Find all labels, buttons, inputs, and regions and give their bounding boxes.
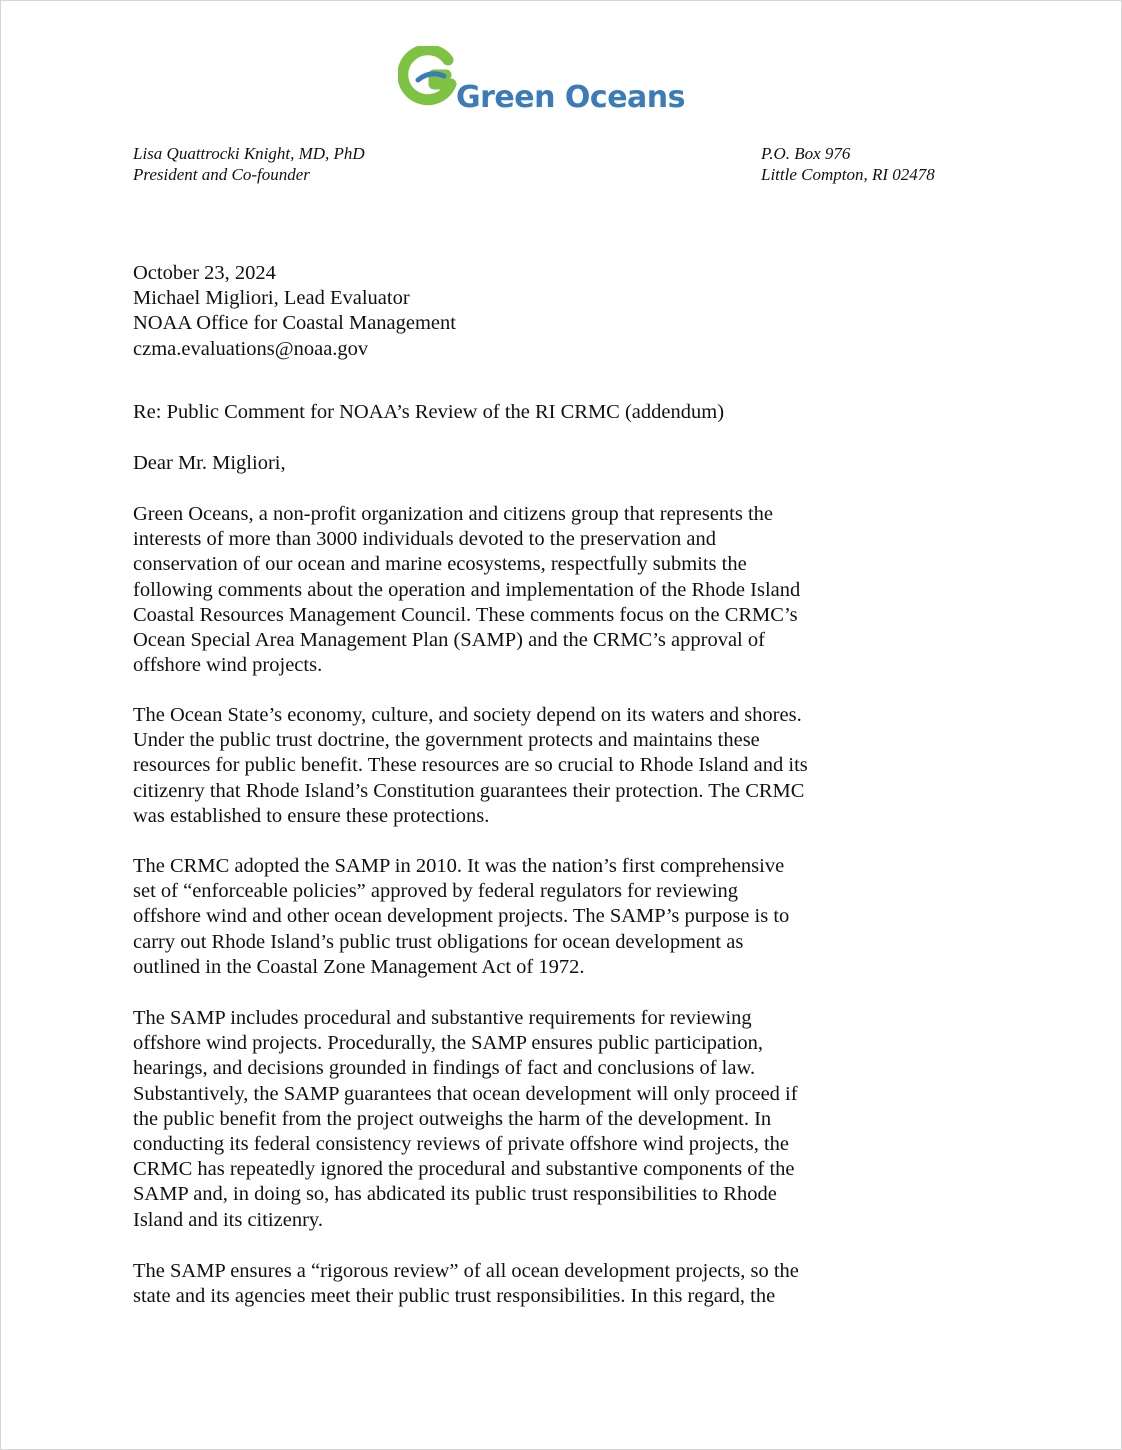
recipient-block	[133, 261, 873, 362]
address-block	[761, 143, 935, 185]
paragraph-line: citizenry that Rhode Island’s Constitution guarantees their protection. The CRMC	[133, 779, 805, 802]
sender-title: President and Co-founder	[133, 165, 310, 184]
paragraph-line: following comments about the operation and implementation of the Rhode Island	[133, 578, 801, 601]
paragraph-line: offshore wind projects. Procedurally, the SAMP ensures public participation,	[133, 1032, 764, 1055]
paragraph-line: outlined in the Coastal Zone Management Act of 1972.	[133, 955, 585, 978]
logo-g-mark-icon	[398, 46, 458, 108]
paragraph-line: The SAMP includes procedural and substantive requirements for reviewing	[133, 1007, 752, 1029]
subject-text: Re: Public Comment for NOAA’s Review of the RI CRMC (addendum)	[133, 401, 725, 423]
paragraph-line: Substantively, the SAMP guarantees that ocean development will only proceed if	[133, 1082, 798, 1105]
body-paragraph	[133, 703, 873, 829]
recipient-name: Michael Migliori, Lead Evaluator	[133, 287, 410, 310]
org-name: Green Oceans	[456, 80, 686, 115]
paragraph-line: SAMP and, in doing so, has abdicated its public trust responsibilities to Rhode	[133, 1183, 777, 1206]
paragraph-line: state and its agencies meet their public trust responsibilities. In this regard, the	[133, 1285, 776, 1308]
sender-block	[133, 143, 365, 185]
paragraph-line: offshore wind and other ocean development projects. The SAMP’s purpose is to	[133, 905, 790, 928]
paragraph-line: The Ocean State’s economy, culture, and society depend on its waters and shores.	[133, 704, 802, 726]
body-paragraph	[133, 1259, 873, 1309]
paragraph-line: Island and its citizenry.	[133, 1208, 323, 1231]
recipient-office: NOAA Office for Coastal Management	[133, 312, 456, 335]
paragraph-line: Coastal Resources Management Council. These comments focus on the CRMC’s	[133, 603, 798, 626]
salutation-text: Dear Mr. Migliori,	[133, 452, 286, 474]
body-paragraph	[133, 502, 873, 678]
body-paragraph	[133, 854, 873, 980]
address-line-2: Little Compton, RI 02478	[761, 165, 935, 184]
green-oceans-logo	[398, 46, 698, 126]
paragraph-line: offshore wind projects.	[133, 654, 323, 677]
paragraph-line: hearings, and decisions grounded in findings of fact and conclusions of law.	[133, 1057, 756, 1080]
paragraph-line: Green Oceans, a non-profit organization and citizens group that represents the	[133, 503, 774, 525]
paragraph-line: set of “enforceable policies” approved by federal regulators for reviewing	[133, 880, 739, 903]
paragraph-line: CRMC has repeatedly ignored the procedural and substantive components of the	[133, 1158, 795, 1181]
paragraph-line: resources for public benefit. These resources are so crucial to Rhode Island and its	[133, 754, 808, 777]
recipient-email: czma.evaluations@noaa.gov	[133, 337, 369, 360]
paragraph-line: The CRMC adopted the SAMP in 2010. It was the nation’s first comprehensive	[133, 855, 785, 877]
paragraph-line: interests of more than 3000 individuals devoted to the preservation and	[133, 528, 716, 551]
sender-name: Lisa Quattrocki Knight, MD, PhD	[133, 144, 365, 163]
paragraph-line: Ocean Special Area Management Plan (SAMP) and the CRMC’s approval of	[133, 629, 765, 652]
paragraph-line: conducting its federal consistency reviews of private offshore wind projects, the	[133, 1133, 789, 1156]
letter-date: October 23, 2024	[133, 262, 276, 284]
paragraph-line: The SAMP ensures a “rigorous review” of all ocean development projects, so the	[133, 1260, 799, 1282]
paragraph-line: was established to ensure these protections.	[133, 804, 490, 827]
paragraph-line: the public benefit from the project outweighs the harm of the development. In	[133, 1107, 772, 1130]
paragraph-line: conservation of our ocean and marine ecosystems, respectfully submits the	[133, 553, 747, 576]
body-paragraph	[133, 1006, 873, 1233]
salutation	[133, 451, 873, 476]
paragraph-line: Under the public trust doctrine, the government protects and maintains these	[133, 729, 760, 752]
paragraph-line: carry out Rhode Island’s public trust obligations for ocean development as	[133, 930, 744, 953]
address-line-1: P.O. Box 976	[761, 144, 851, 163]
subject-line	[133, 400, 873, 425]
